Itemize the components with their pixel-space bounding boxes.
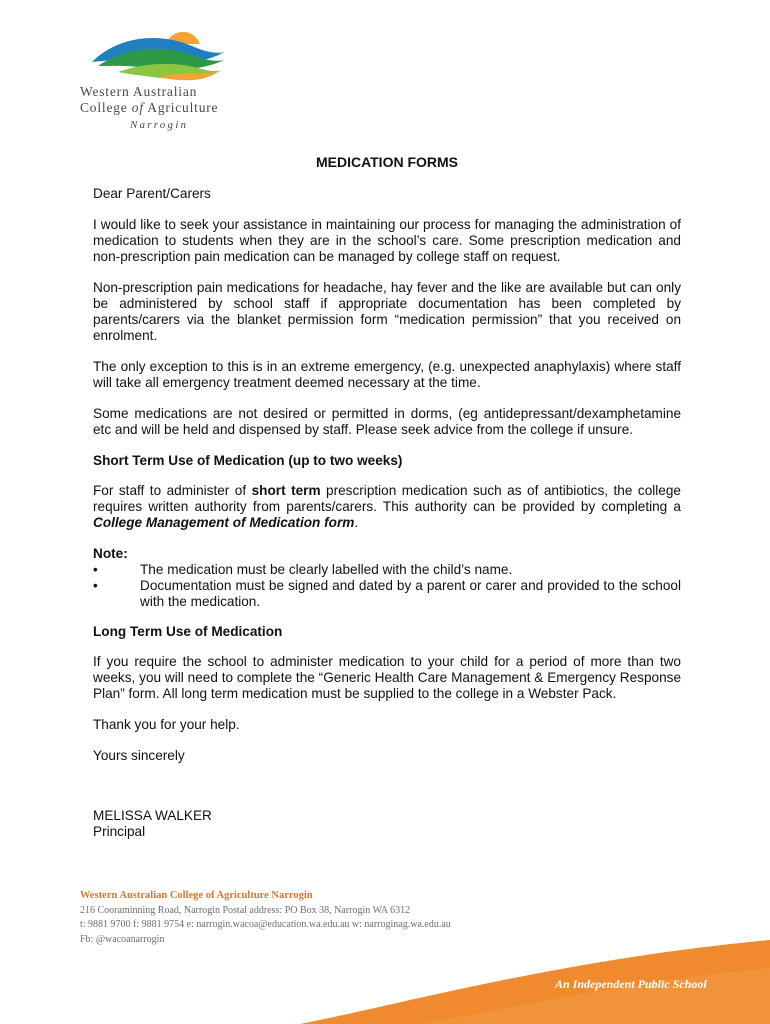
list-item: • The medication must be clearly labelled with the child’s name. [93, 562, 513, 577]
logo-text-line1: Western Australian [80, 84, 198, 99]
paragraph-short-term: For staff to administer of short term prescription medication such as of antibiotics, the college requires written authority from parents/carers. This authority can be provided by completing a College Management of Medication form. [93, 483, 681, 530]
signer-title: Principal [93, 824, 146, 839]
letter-body [93, 154, 681, 840]
footer-contact [80, 889, 451, 947]
logo-text-line2: College of Agriculture [80, 100, 219, 115]
footer-tagline: An Independent Public School [555, 977, 707, 991]
college-logo [80, 22, 260, 137]
logo-text-line3: Narrogin [130, 119, 189, 131]
paragraph-non-prescription: Non-prescription pain medications for headache, hay fever and the like are available but can only be administered by school staff if appropriate documentation has been completed by parents/carers via the blanket permission form “medication permission” that you received on enrolment. [93, 280, 681, 343]
paragraph-dorms: Some medications are not desired or permitted in dorms, (eg antidepressant/dexamphetamine etc and will be held and dispensed by staff. Please seek advice from the college if unsure. [93, 406, 681, 437]
footer-address: 216 Cooraminning Road, Narrogin Postal address: PO Box 38, Narrogin WA 6312 [80, 904, 411, 916]
signer-name: MELISSA WALKER [93, 808, 212, 823]
landscape-logo-icon [88, 22, 228, 82]
salutation: Dear Parent/Carers [93, 186, 211, 201]
footer-contacts: t: 9881 9700 f: 9881 9754 e: narrogin.wacoa@education.wa.edu.au w: narroginag.wa.edu.au [80, 919, 451, 930]
thanks-line: Thank you for your help. [93, 717, 240, 732]
note-list [93, 562, 681, 610]
signature-block [93, 808, 681, 840]
short-term-heading: Short Term Use of Medication (up to two weeks) [93, 453, 403, 468]
note-label: Note: [93, 546, 128, 561]
page-title: MEDICATION FORMS [315, 154, 459, 170]
footer-social: Fb: @wacoanarrogin [80, 933, 165, 945]
list-item: • Documentation must be signed and dated by a parent or carer and provided to the school with the medication. [93, 578, 681, 609]
footer-college-name: Western Australian College of Agriculture Narrogin [80, 890, 313, 901]
paragraph-long-term: If you require the school to administer medication to your child for a period of more than two weeks, you will need to complete the “Generic Health Care Management & Emergency Response Plan” form. All long term medication must be supplied to the college in a Webster Pack. [93, 654, 681, 701]
closing-line: Yours sincerely [93, 748, 185, 763]
paragraph-exception: The only exception to this is in an extreme emergency, (e.g. unexpected anaphylaxis) where staff will take all emergency treatment deemed necessary at the time. [93, 359, 681, 390]
paragraph-intro: I would like to seek your assistance in maintaining our process for managing the administration of medication to students when they are in the school’s care. Some prescription medication and non-prescription pain medication can be managed by college staff on request. [93, 217, 681, 264]
long-term-heading: Long Term Use of Medication [93, 624, 283, 639]
